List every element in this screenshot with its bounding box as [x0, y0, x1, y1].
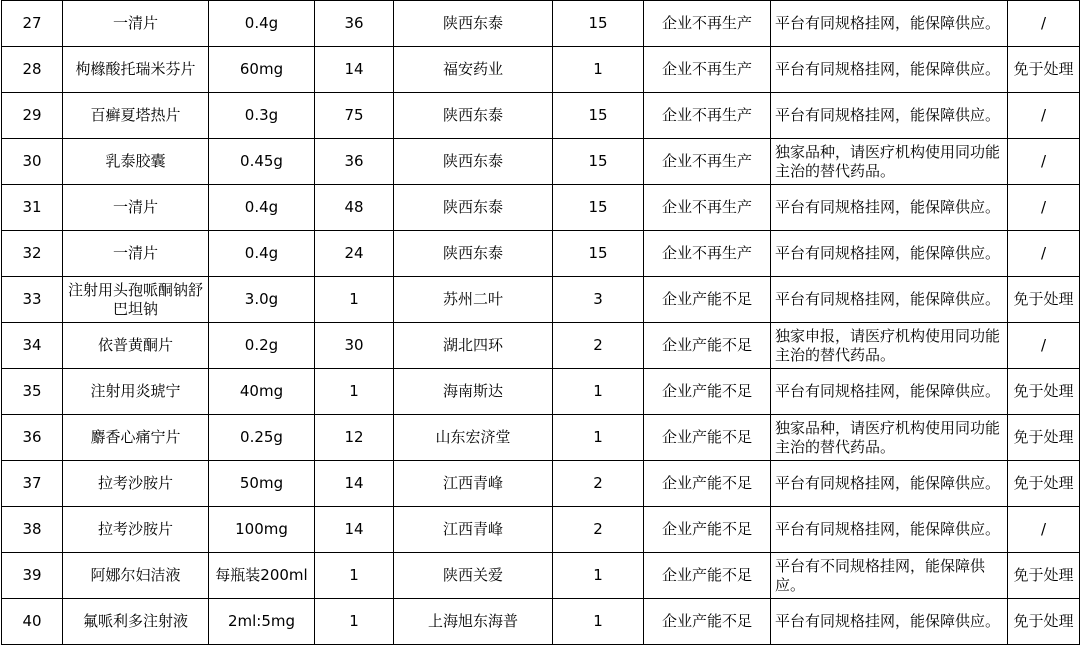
cell-no: 32 [2, 231, 63, 277]
cell-drug-name: 注射用头孢哌酮钠舒巴坦钠 [63, 277, 209, 323]
table-row [2, 93, 1080, 139]
cell-no: 39 [2, 553, 63, 599]
cell-no: 27 [2, 1, 63, 47]
cell-package-count: 1 [315, 599, 394, 645]
cell-note: 平台有同规格挂网，能保障供应。 [771, 369, 1008, 415]
cell-manufacturer: 江西青峰 [394, 507, 553, 553]
cell-no: 33 [2, 277, 63, 323]
cell-drug-name: 一清片 [63, 185, 209, 231]
cell-manufacturer: 陕西关爱 [394, 553, 553, 599]
cell-action: 免于处理 [1008, 277, 1080, 323]
cell-no: 35 [2, 369, 63, 415]
cell-action: / [1008, 507, 1080, 553]
cell-package-count: 12 [315, 415, 394, 461]
cell-reason: 企业产能不足 [644, 323, 771, 369]
table-row [2, 1, 1080, 47]
cell-quantity: 1 [553, 415, 644, 461]
cell-note: 平台有同规格挂网，能保障供应。 [771, 47, 1008, 93]
cell-package-count: 14 [315, 507, 394, 553]
cell-quantity: 3 [553, 277, 644, 323]
cell-package-count: 14 [315, 47, 394, 93]
cell-manufacturer: 陕西东泰 [394, 139, 553, 185]
cell-note: 平台有同规格挂网，能保障供应。 [771, 231, 1008, 277]
cell-note: 独家品种，请医疗机构使用同功能主治的替代药品。 [771, 415, 1008, 461]
cell-action: 免于处理 [1008, 47, 1080, 93]
cell-quantity: 15 [553, 1, 644, 47]
cell-specification: 50mg [209, 461, 315, 507]
cell-quantity: 15 [553, 93, 644, 139]
cell-quantity: 15 [553, 231, 644, 277]
cell-note: 平台有同规格挂网，能保障供应。 [771, 507, 1008, 553]
cell-specification: 0.45g [209, 139, 315, 185]
cell-action: / [1008, 93, 1080, 139]
cell-manufacturer: 苏州二叶 [394, 277, 553, 323]
cell-manufacturer: 陕西东泰 [394, 231, 553, 277]
cell-package-count: 75 [315, 93, 394, 139]
cell-reason: 企业产能不足 [644, 599, 771, 645]
cell-package-count: 1 [315, 369, 394, 415]
cell-action: / [1008, 323, 1080, 369]
cell-action: / [1008, 185, 1080, 231]
cell-specification: 0.4g [209, 231, 315, 277]
cell-drug-name: 百癣夏塔热片 [63, 93, 209, 139]
cell-reason: 企业产能不足 [644, 415, 771, 461]
cell-drug-name: 一清片 [63, 231, 209, 277]
cell-note: 平台有同规格挂网，能保障供应。 [771, 461, 1008, 507]
cell-no: 29 [2, 93, 63, 139]
cell-no: 34 [2, 323, 63, 369]
cell-action: 免于处理 [1008, 415, 1080, 461]
cell-package-count: 30 [315, 323, 394, 369]
cell-reason: 企业产能不足 [644, 277, 771, 323]
cell-package-count: 36 [315, 1, 394, 47]
cell-quantity: 2 [553, 323, 644, 369]
cell-no: 40 [2, 599, 63, 645]
cell-reason: 企业不再生产 [644, 93, 771, 139]
cell-reason: 企业不再生产 [644, 139, 771, 185]
cell-specification: 0.2g [209, 323, 315, 369]
cell-specification: 0.3g [209, 93, 315, 139]
table-row [2, 369, 1080, 415]
cell-package-count: 14 [315, 461, 394, 507]
cell-manufacturer: 上海旭东海普 [394, 599, 553, 645]
cell-specification: 40mg [209, 369, 315, 415]
cell-note: 平台有同规格挂网，能保障供应。 [771, 599, 1008, 645]
table-body [2, 1, 1080, 645]
cell-action: / [1008, 139, 1080, 185]
cell-drug-name: 拉考沙胺片 [63, 507, 209, 553]
cell-specification: 2ml:5mg [209, 599, 315, 645]
cell-no: 36 [2, 415, 63, 461]
cell-specification: 0.25g [209, 415, 315, 461]
table-row [2, 323, 1080, 369]
cell-manufacturer: 陕西东泰 [394, 185, 553, 231]
cell-package-count: 1 [315, 553, 394, 599]
cell-action: 免于处理 [1008, 461, 1080, 507]
cell-manufacturer: 湖北四环 [394, 323, 553, 369]
cell-drug-name: 枸橼酸托瑞米芬片 [63, 47, 209, 93]
cell-drug-name: 一清片 [63, 1, 209, 47]
cell-note: 平台有同规格挂网，能保障供应。 [771, 185, 1008, 231]
cell-reason: 企业产能不足 [644, 369, 771, 415]
cell-drug-name: 依普黄酮片 [63, 323, 209, 369]
cell-specification: 3.0g [209, 277, 315, 323]
table-row [2, 461, 1080, 507]
cell-action: 免于处理 [1008, 369, 1080, 415]
cell-action: 免于处理 [1008, 553, 1080, 599]
table-row [2, 415, 1080, 461]
cell-reason: 企业不再生产 [644, 1, 771, 47]
table-row [2, 553, 1080, 599]
drug-table [1, 0, 1080, 645]
cell-specification: 每瓶装200ml [209, 553, 315, 599]
cell-reason: 企业不再生产 [644, 185, 771, 231]
cell-reason: 企业产能不足 [644, 507, 771, 553]
cell-note: 独家申报，请医疗机构使用同功能主治的替代药品。 [771, 323, 1008, 369]
cell-no: 38 [2, 507, 63, 553]
cell-action: / [1008, 231, 1080, 277]
cell-specification: 0.4g [209, 1, 315, 47]
table-row [2, 231, 1080, 277]
cell-manufacturer: 陕西东泰 [394, 93, 553, 139]
cell-quantity: 15 [553, 185, 644, 231]
cell-package-count: 36 [315, 139, 394, 185]
cell-quantity: 1 [553, 553, 644, 599]
cell-note: 平台有同规格挂网，能保障供应。 [771, 1, 1008, 47]
cell-manufacturer: 福安药业 [394, 47, 553, 93]
cell-quantity: 2 [553, 507, 644, 553]
table-row [2, 139, 1080, 185]
cell-note: 平台有不同规格挂网，能保障供应。 [771, 553, 1008, 599]
cell-manufacturer: 陕西东泰 [394, 1, 553, 47]
cell-specification: 0.4g [209, 185, 315, 231]
table-row [2, 277, 1080, 323]
cell-quantity: 1 [553, 47, 644, 93]
cell-drug-name: 拉考沙胺片 [63, 461, 209, 507]
cell-drug-name: 麝香心痛宁片 [63, 415, 209, 461]
cell-note: 平台有同规格挂网，能保障供应。 [771, 93, 1008, 139]
cell-no: 31 [2, 185, 63, 231]
cell-quantity: 1 [553, 369, 644, 415]
cell-manufacturer: 海南斯达 [394, 369, 553, 415]
cell-drug-name: 注射用炎琥宁 [63, 369, 209, 415]
cell-action: / [1008, 1, 1080, 47]
cell-reason: 企业不再生产 [644, 47, 771, 93]
cell-specification: 100mg [209, 507, 315, 553]
cell-no: 37 [2, 461, 63, 507]
cell-reason: 企业不再生产 [644, 231, 771, 277]
cell-no: 28 [2, 47, 63, 93]
cell-package-count: 1 [315, 277, 394, 323]
cell-note: 平台有同规格挂网，能保障供应。 [771, 277, 1008, 323]
cell-quantity: 15 [553, 139, 644, 185]
cell-reason: 企业产能不足 [644, 553, 771, 599]
cell-action: 免于处理 [1008, 599, 1080, 645]
cell-drug-name: 阿娜尔妇洁液 [63, 553, 209, 599]
cell-quantity: 2 [553, 461, 644, 507]
cell-quantity: 1 [553, 599, 644, 645]
table-row [2, 507, 1080, 553]
cell-package-count: 24 [315, 231, 394, 277]
cell-specification: 60mg [209, 47, 315, 93]
cell-drug-name: 乳泰胶囊 [63, 139, 209, 185]
cell-reason: 企业产能不足 [644, 461, 771, 507]
cell-manufacturer: 山东宏济堂 [394, 415, 553, 461]
cell-drug-name: 氟哌利多注射液 [63, 599, 209, 645]
cell-no: 30 [2, 139, 63, 185]
cell-manufacturer: 江西青峰 [394, 461, 553, 507]
cell-note: 独家品种，请医疗机构使用同功能主治的替代药品。 [771, 139, 1008, 185]
table-row [2, 47, 1080, 93]
table-row [2, 599, 1080, 645]
table-row [2, 185, 1080, 231]
cell-package-count: 48 [315, 185, 394, 231]
